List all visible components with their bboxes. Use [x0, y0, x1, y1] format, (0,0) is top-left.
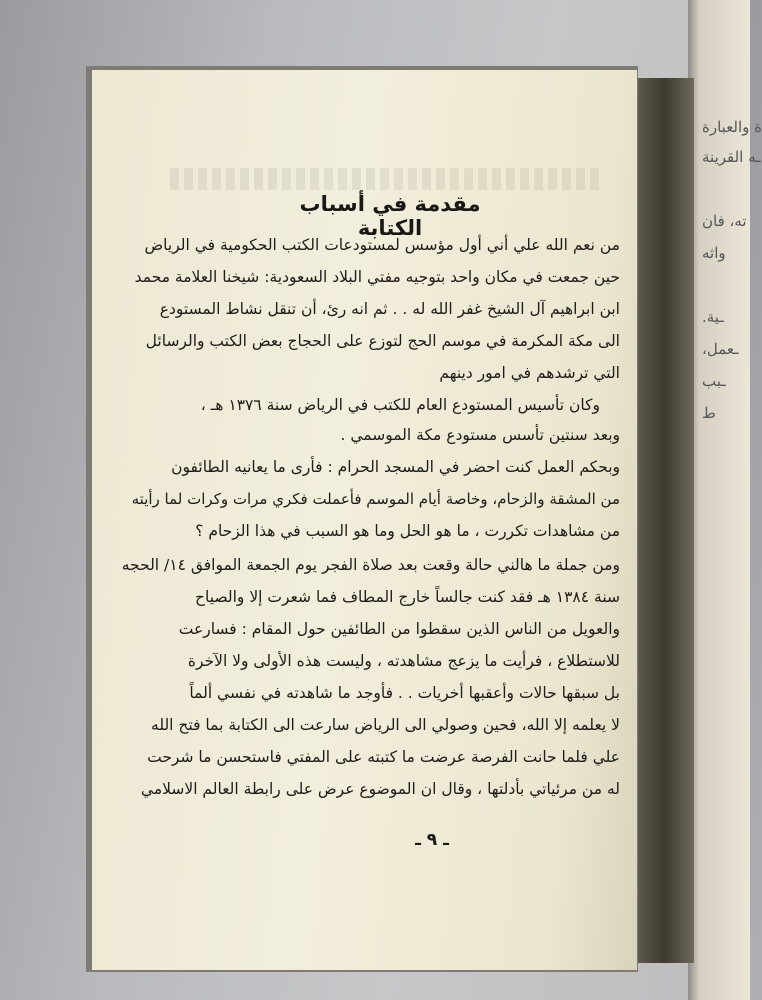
text-line: والعويل من الناس الذين سقطوا من الطائفين حول المقام : فسارعت	[178, 620, 620, 638]
text-line: حين جمعت في مكان واحد بتوجيه مفتي البلاد السعودية: شيخنا العلامة محمد	[134, 268, 620, 286]
text-line: علي فلما حانت الفرصة عرضت ما كتبته على المفتي فاستحسن ما شرحت	[147, 748, 620, 766]
text-line: وكان تأسيس المستودع العام للكتب في الرياض سنة ١٣٧٦ هـ ،	[200, 396, 600, 414]
next-page-fragment: ة والعبارة	[702, 118, 762, 136]
next-page-fragment: ـعمل،	[702, 340, 739, 358]
text-line: وبعد سنتين تأسس مستودع مكة الموسمي .	[340, 426, 620, 444]
next-page-edge	[688, 0, 762, 1000]
text-line: له من مرئياتي بأدلتها ، وقال ان الموضوع عرض على رابطة العالم الاسلامي	[140, 780, 620, 798]
text-line: للاستطلاع ، فرأيت ما يزعج مشاهدته ، وليست هذه الأولى ولا الآخرة	[187, 652, 620, 670]
chapter-title: مقدمة في أسباب الكتابة	[299, 192, 481, 240]
next-page-fragment: ته، فان	[702, 212, 747, 230]
text-line: لا يعلمه إلا الله، فحين وصولي الى الرياض سارعت الى الكتابة بما فتح الله	[151, 716, 620, 734]
next-page-fragment: ـه القرينة	[702, 148, 761, 166]
text-line: من المشقة والزحام، وخاصة أيام الموسم فأعملت فكري مرات وكرات لما رأيته	[131, 490, 620, 508]
text-line: التي ترشدهم في امور دينهم	[439, 364, 620, 382]
text-line: من مشاهدات تكررت ، ما هو الحل وما هو السبب في هذا الزحام ؟	[195, 522, 620, 540]
next-page-fragment: ـبب	[702, 372, 726, 390]
next-page-fragment: واثه	[702, 244, 726, 262]
next-page-fragment: ط	[702, 404, 716, 422]
text-line: سنة ١٣٨٤ هـ فقد كنت جالساً خارج المطاف فما شعرت إلا والصياح	[195, 588, 620, 606]
text-line: وبحكم العمل كنت احضر في المسجد الحرام : فأرى ما يعانيه الطائفون	[171, 458, 620, 476]
text-line: الى مكة المكرمة في موسم الحج لتوزع على الحجاج بعض الكتب والرسائل	[145, 332, 620, 350]
text-line: من نعم الله علي أني أول مؤسس لمستودعات الكتب الحكومية في الرياض	[144, 236, 620, 254]
text-line: ابن ابراهيم آل الشيخ غفر الله له . . ثم انه رئ، أن تنقل نشاط المستودع	[159, 300, 620, 318]
page-number: ـ ٩ ـ	[415, 830, 449, 850]
text-line: ومن جملة ما هالني حالة وقعت بعد صلاة الفجر يوم الجمعة الموافق ١٤/ الحجه	[121, 556, 620, 574]
next-page-fragment: ـية.	[702, 308, 724, 326]
bleed-through-text	[170, 168, 600, 190]
text-line: بل سبقها حالات وأعقبها أخريات . . فأوجد ما شاهدته في نفسي ألماً	[189, 684, 620, 702]
